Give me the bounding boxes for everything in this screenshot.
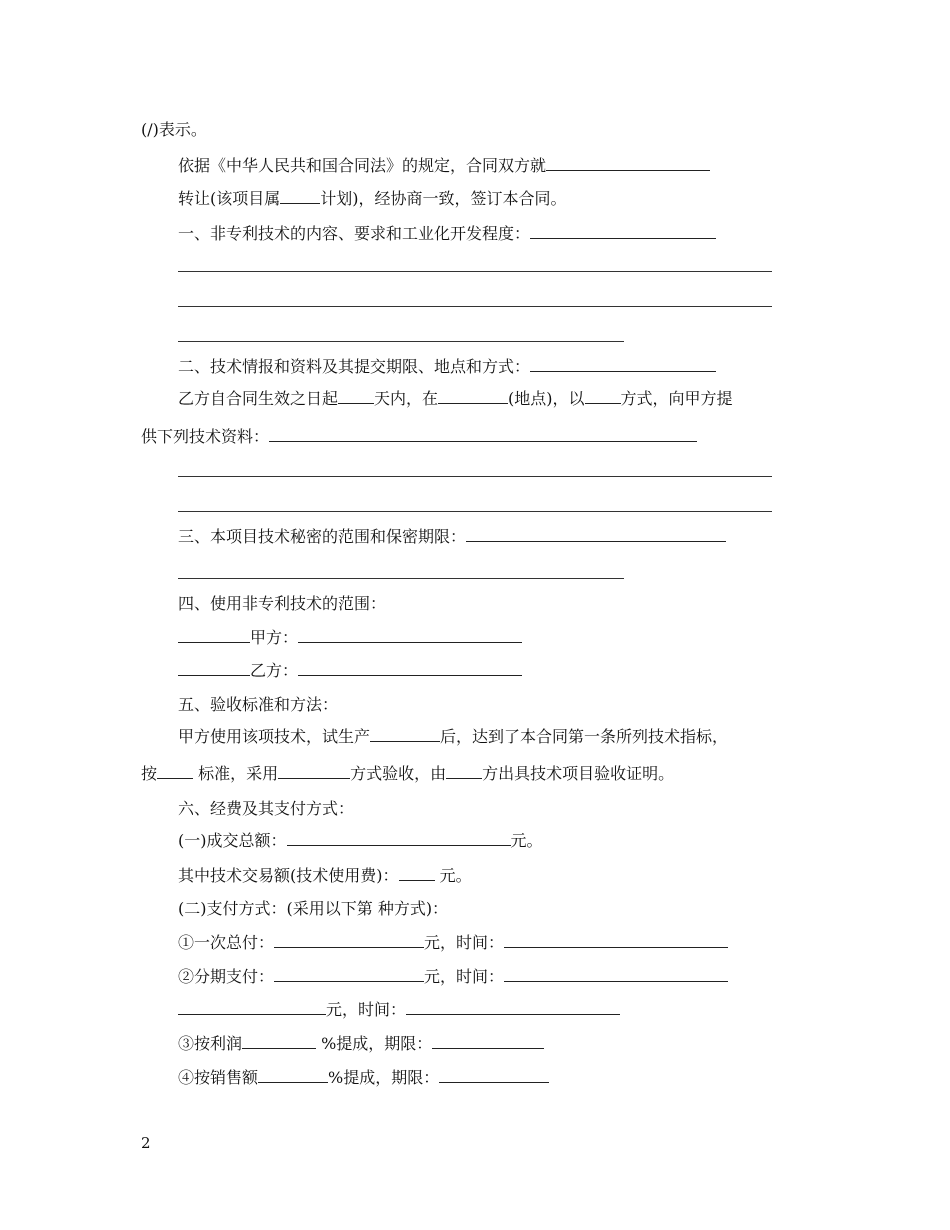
text-line: 四、使用非专利技术的范围： [178, 594, 387, 613]
fill-blank[interactable] [287, 828, 511, 846]
fill-blank[interactable] [546, 153, 710, 171]
text-line: 元，时间： [178, 995, 620, 1025]
fill-blank[interactable] [242, 1031, 316, 1049]
fill-blank[interactable] [269, 424, 697, 442]
fill-line[interactable] [178, 476, 772, 477]
fill-blank[interactable] [157, 761, 193, 779]
fill-blank[interactable] [338, 386, 374, 404]
text-line: ①一次总付： 元，时间： [178, 928, 728, 958]
fill-blank[interactable] [399, 863, 435, 881]
fill-blank[interactable] [432, 1031, 544, 1049]
fill-blank[interactable] [178, 997, 326, 1015]
text-line: (/)表示。 [141, 120, 207, 139]
text-line: 甲方使用该项技术，试生产 后，达到了本合同第一条所列技术指标， [178, 722, 728, 752]
fill-blank[interactable] [278, 761, 350, 779]
fill-line[interactable] [178, 511, 772, 512]
fill-blank[interactable] [466, 524, 726, 542]
fill-line[interactable] [178, 341, 624, 342]
fill-blank[interactable] [439, 1065, 549, 1083]
text-line: ②分期支付： 元，时间： [178, 962, 728, 992]
page-number: 2 [141, 1134, 151, 1152]
fill-blank[interactable] [274, 930, 424, 948]
fill-blank[interactable] [280, 186, 320, 204]
fill-blank[interactable] [504, 964, 728, 982]
text-line: ④按销售额 %提成，期限： [178, 1063, 549, 1093]
fill-line[interactable] [178, 578, 624, 579]
fill-blank[interactable] [504, 930, 728, 948]
fill-blank[interactable] [298, 658, 522, 676]
fill-blank[interactable] [530, 221, 716, 239]
text-line: 转让(该项目属 计划)，经协商一致，签订本合同。 [178, 184, 567, 214]
fill-blank[interactable] [406, 997, 620, 1015]
text-line: 按 标准，采用 方式验收，由 方出具技术项目验收证明。 [141, 759, 674, 789]
text-line: (二)支付方式：(采用以下第 种方式)： [178, 899, 449, 918]
text-line: 甲方： [178, 623, 522, 653]
text-line: (一)成交总额： 元。 [178, 826, 543, 856]
fill-blank[interactable] [178, 625, 250, 643]
text-line: 二、技术情报和资料及其提交期限、地点和方式： [178, 352, 716, 382]
fill-blank[interactable] [298, 625, 522, 643]
fill-blank[interactable] [258, 1065, 328, 1083]
fill-blank[interactable] [446, 761, 482, 779]
fill-blank[interactable] [274, 964, 424, 982]
text-line: 乙方自合同生效之日起 天内，在 (地点)，以 方式，向甲方提 [178, 384, 733, 414]
fill-line[interactable] [178, 271, 772, 272]
fill-blank[interactable] [585, 386, 621, 404]
text-line: 五、验收标准和方法： [178, 695, 339, 714]
text-line: ③按利润 %提成，期限： [178, 1029, 544, 1059]
fill-blank[interactable] [438, 386, 508, 404]
text-line: 依据《中华人民共和国合同法》的规定，合同双方就 [178, 151, 710, 181]
text-line: 其中技术交易额(技术使用费)： 元。 [178, 861, 472, 891]
fill-blank[interactable] [178, 658, 250, 676]
fill-blank[interactable] [530, 354, 716, 372]
fill-line[interactable] [178, 306, 772, 307]
fill-blank[interactable] [370, 724, 440, 742]
text-line: 供下列技术资料： [141, 422, 697, 452]
text-line: 一、非专利技术的内容、要求和工业化开发程度： [178, 219, 716, 249]
text-line: 六、经费及其支付方式： [178, 799, 355, 818]
text-line: 乙方： [178, 656, 522, 686]
text-line: 三、本项目技术秘密的范围和保密期限： [178, 522, 726, 552]
